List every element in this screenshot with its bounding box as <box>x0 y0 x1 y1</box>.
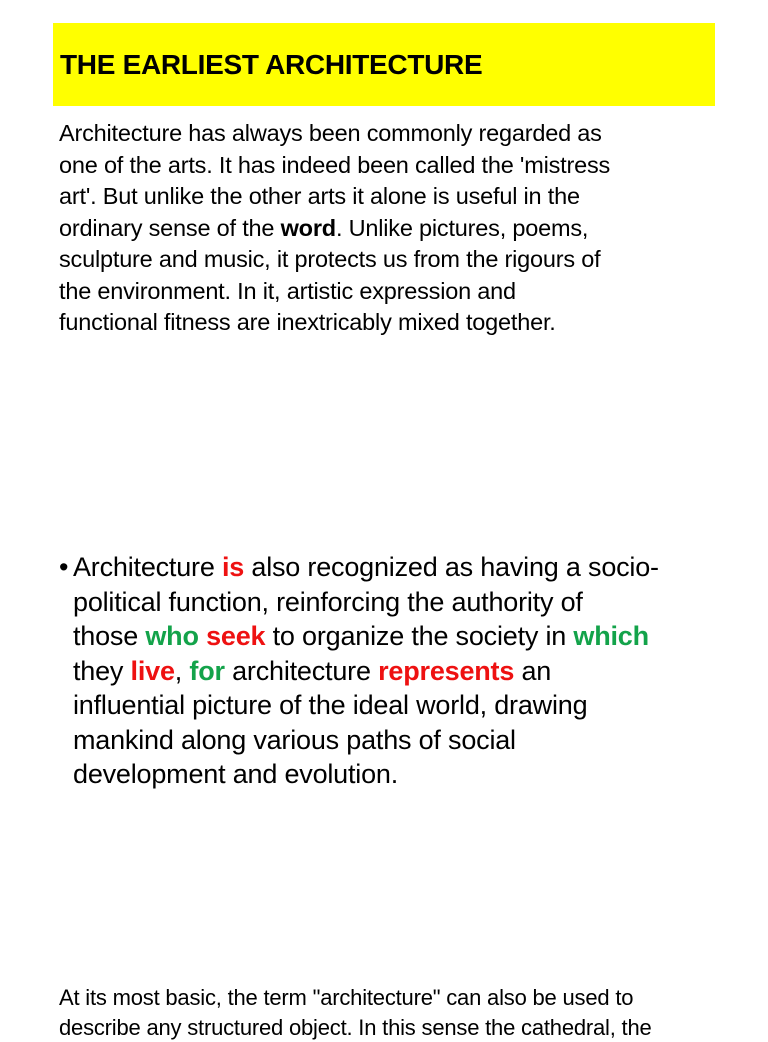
closing-paragraph <box>59 983 759 1042</box>
emphasis-red-word: is <box>221 552 245 582</box>
emphasis-red-word: seek <box>206 621 266 651</box>
bullet-text-run: to organize the society in <box>265 621 574 651</box>
closing-line: At its most basic, the term "architecture" can also be used to <box>59 985 634 1010</box>
bullet-line <box>73 550 659 585</box>
bullet-line: political function, reinforcing the authority of <box>73 586 583 617</box>
intro-line: Architecture has always been commonly regarded as <box>59 120 602 146</box>
page-title: THE EARLIEST ARCHITECTURE <box>60 49 483 80</box>
closing-line: describe any structured object. In this sense the cathedral, the <box>59 1014 652 1040</box>
bullet-text-run <box>199 621 206 651</box>
intro-line: functional fitness are inextricably mixed together. <box>59 309 556 335</box>
bullet-text <box>73 550 659 792</box>
bullet-text-run: , <box>174 655 190 686</box>
emphasis-green-word: which <box>573 621 649 651</box>
bullet-text-run: Architecture <box>73 552 222 582</box>
emphasis-green-word: for <box>189 655 225 686</box>
intro-text: . Unlike pictures, poems, <box>335 214 589 241</box>
bullet-text-run: those <box>73 621 146 651</box>
title-highlight-bar <box>53 23 715 106</box>
bullet-line: development and evolution. <box>73 759 399 789</box>
intro-line <box>59 213 719 245</box>
bullet-line: influential picture of the ideal world, drawing <box>73 690 588 720</box>
bullet-line <box>73 619 659 654</box>
bullet-line: mankind along various paths of social <box>73 724 516 755</box>
intro-line: art'. But unlike the other arts it alone is useful in the <box>59 183 580 209</box>
bullet-line <box>73 654 659 689</box>
emphasis-green-word: who <box>145 621 199 651</box>
bold-word: word <box>280 214 336 241</box>
bullet-dot-icon: • <box>59 552 69 582</box>
bullet-text-run: they <box>73 655 131 686</box>
intro-paragraph <box>59 118 719 339</box>
intro-line: one of the arts. It has indeed been called the 'mistress <box>59 151 611 178</box>
emphasis-red-word: live <box>130 655 175 686</box>
intro-line: the environment. In it, artistic expression and <box>59 277 516 304</box>
emphasis-red-word: represents <box>378 655 515 686</box>
bullet-text-run: an <box>514 655 552 686</box>
intro-line: sculpture and music, it protects us from the rigours of <box>59 246 601 272</box>
intro-text: ordinary sense of the <box>59 214 281 241</box>
bullet-text-run: also recognized as having a socio- <box>244 552 659 582</box>
bullet-text-run: architecture <box>224 655 379 686</box>
